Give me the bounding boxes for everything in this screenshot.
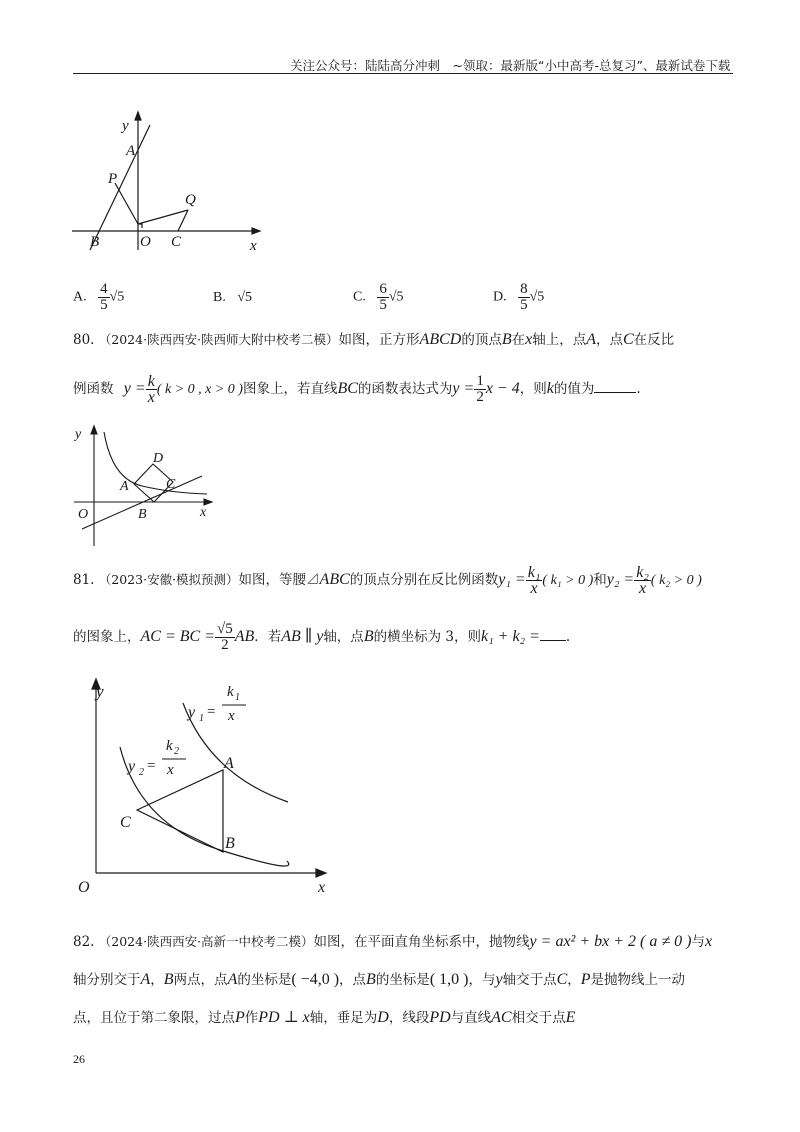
fig3-label-y: y (96, 682, 104, 701)
option-d[interactable]: D. $\frac{8}{5}$ √5 (493, 281, 545, 313)
fig1-label-b: B (90, 234, 100, 250)
fig3-label-y1-sub: 1 (199, 713, 204, 724)
fig1-label-x: x (250, 238, 257, 254)
fig2-label-a: A (120, 479, 129, 494)
y-axis-arrow (135, 112, 141, 120)
option-c[interactable]: C. $\frac{6}{5}$ √5 (353, 281, 404, 313)
fig3-label-k2: k (166, 738, 173, 754)
figure-2 (72, 424, 222, 549)
fig1-label-c: C (171, 234, 182, 250)
fig1-label-o: O (140, 234, 151, 250)
q80-line-2: 例函数 y = $\frac{k}{x}$ ( k > 0 , x > 0 )图象上，若直线BC的函数表达式为y = $\frac{1}{2}$ x − 4，则k的值为 . (73, 373, 641, 406)
option-b[interactable]: B. √5 (213, 290, 253, 305)
right-angle-mark (138, 224, 142, 228)
q81-line-1: 81. （2023·安徽·模拟预测）如图，等腰⊿ABC的顶点分别在反比例函数y₁ = $\frac{\text{k₁}}{x}$ ( k₁ > 0 )和y₂ = $\frac{\text{k₂}}{x}$ ( k₂ > 0 ) (73, 564, 702, 597)
fig3-label-k1-sub: 1 (235, 692, 240, 703)
fig1-label-p: P (108, 171, 118, 187)
q81-answer-blank[interactable] (540, 640, 566, 641)
fig2-label-y: y (75, 427, 82, 442)
fig1-label-q: Q (185, 192, 196, 208)
segment-qc (178, 210, 188, 231)
q81-line-2: 的图象上，AC = BC = $\frac{√5}{2}$ AB．若AB ∥ y轴，点B的横坐标为 3，则k₁ + k₂ = . (73, 621, 571, 653)
option-a[interactable]: A. $\frac{4}{5}$ √5 (73, 281, 125, 313)
q82-line-1: 82. （2024·陕西西安·高新一中校考二模）如图，在平面直角坐标系中，抛物线y = ax² + bx + 2 ( a ≠ 0 )与x (73, 933, 713, 950)
fig3-label-b: B (225, 835, 235, 852)
fig3-label-o: O (78, 879, 90, 896)
page-number: 26 (73, 1052, 85, 1066)
fig3-label-k2-sub: 2 (174, 746, 179, 757)
figure-3 (70, 675, 350, 900)
q80-line-1: 80. （2024·陕西西安·陕西师大附中校考二模）如图，正方形ABCD的顶点B在x轴上，点A，点C在反比 (73, 331, 675, 348)
triangle-abc (137, 770, 223, 852)
fig3-label-k1: k (227, 684, 234, 700)
fig3-label-x: x (318, 879, 326, 896)
fig3-label-c: C (120, 814, 131, 831)
fig3-label-y1: y (188, 704, 196, 721)
y-axis-arrow (91, 426, 97, 434)
x-axis-arrow (252, 228, 260, 234)
fig3-label-a: A (224, 755, 234, 772)
q82-line-2: 轴分别交于A，B两点，点A的坐标是( −4,0 )，点B的坐标是( 1,0 )，与y轴交于点C，P是抛物线上一动 (73, 971, 686, 988)
fig3-label-x2: x (167, 762, 174, 778)
header-rule (73, 73, 733, 74)
fig1-label-a: A (126, 143, 136, 159)
figure-1 (70, 110, 270, 255)
fig2-label-c: C (166, 477, 176, 492)
fig3-label-y1-eq: = (207, 704, 216, 720)
fig3-label-y2-sub: 2 (139, 767, 144, 778)
fig1-label-y: y (122, 118, 129, 134)
fig3-label-y2: y (128, 758, 136, 775)
fig2-label-d: D (153, 451, 164, 466)
fig3-label-y2-eq: = (147, 758, 156, 774)
q82-line-3: 点，且位于第二象限，过点P作PD ⊥ x轴，垂足为D，线段PD与直线AC相交于点E (73, 1009, 576, 1026)
fig2-label-b: B (138, 507, 147, 522)
fig3-label-x1: x (228, 708, 235, 724)
fig2-label-x: x (200, 505, 207, 520)
page-header: 关注公众号：陆陆高分冲刺 ~领取：最新版“小中高考-总复习”、最新试卷下载 (290, 58, 731, 73)
fig2-label-o: O (78, 507, 89, 522)
segment-oq (138, 210, 188, 224)
x-axis-arrow (316, 869, 326, 877)
segment-po (115, 183, 138, 224)
q80-answer-blank[interactable] (594, 392, 636, 393)
